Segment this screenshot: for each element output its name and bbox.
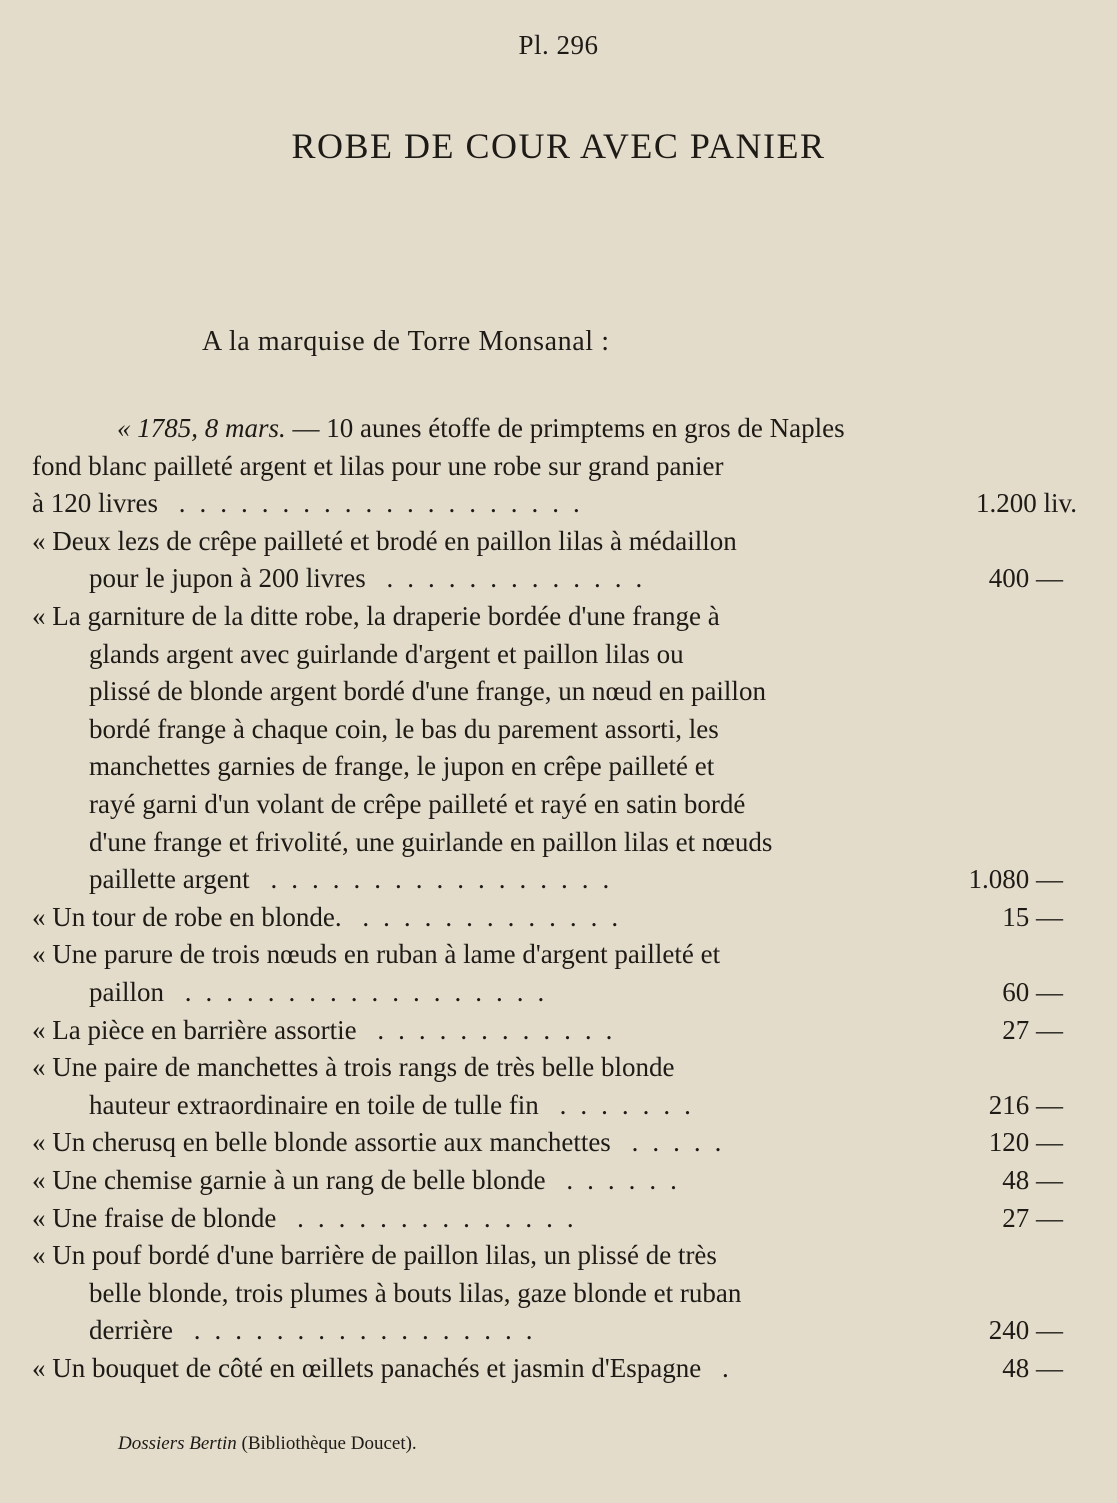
entry-text: « Un pouf bordé d'une barrière de paillon lilas, un plissé de très bbox=[32, 1240, 717, 1271]
entry-line bbox=[32, 1350, 743, 1386]
entry-text: d'une frange et frivolité, une guirlande en paillon lilas et nœuds bbox=[89, 826, 773, 857]
entry-text: hauteur extraordinaire en toile de tulle fin bbox=[89, 1089, 539, 1120]
entry-line bbox=[117, 410, 845, 446]
entry-line bbox=[32, 1200, 588, 1236]
entry-line bbox=[32, 1124, 735, 1160]
dot-leader: ............ bbox=[356, 1014, 627, 1045]
entry-line bbox=[89, 861, 623, 897]
dot-leader: ................. bbox=[172, 1315, 547, 1346]
addressee: A la marquise de Torre Monsanal : bbox=[202, 326, 610, 357]
entry-text: paillon bbox=[89, 977, 164, 1007]
entry-amount: 27 — bbox=[1002, 1202, 1063, 1233]
dot-leader: .................... bbox=[157, 488, 594, 519]
entry-amount: 1.200 liv. bbox=[976, 488, 1077, 519]
entry-amount: 27 — bbox=[1002, 1014, 1063, 1045]
entry-text: « La pièce en barrière assortie bbox=[32, 1014, 357, 1045]
entry-amount: 240 — bbox=[988, 1315, 1063, 1346]
dot-leader: ....... bbox=[538, 1089, 705, 1120]
dot-leader: ................. bbox=[249, 864, 624, 895]
entry-line bbox=[89, 974, 558, 1010]
entry-amount: 400 — bbox=[988, 563, 1063, 594]
dot-leader: ............. bbox=[365, 563, 657, 594]
page-title: ROBE DE COUR AVEC PANIER bbox=[291, 126, 826, 166]
entry-amount: 48 — bbox=[1002, 1353, 1063, 1383]
dot-leader: ...... bbox=[545, 1165, 691, 1195]
entry-text: « Une paire de manchettes à trois rangs de très belle blonde bbox=[32, 1052, 675, 1083]
entry-line bbox=[89, 1312, 546, 1348]
entry-amount: 48 — bbox=[1002, 1165, 1063, 1195]
entry-text: « Un tour de robe en blonde. bbox=[32, 901, 342, 932]
entry-line bbox=[89, 824, 772, 860]
entry-text: « Une chemise garnie à un rang de belle blonde bbox=[32, 1165, 546, 1195]
entry-line bbox=[89, 786, 745, 822]
entry-line bbox=[32, 936, 720, 972]
source-library: (Bibliothèque Doucet). bbox=[236, 1433, 417, 1454]
entry-line bbox=[89, 1275, 741, 1311]
plate-number: Pl. 296 bbox=[518, 30, 599, 60]
entry-line bbox=[89, 748, 714, 784]
entry-line bbox=[32, 1012, 626, 1048]
entry-amount: 60 — bbox=[1002, 977, 1063, 1007]
entry-amount: 120 — bbox=[988, 1127, 1063, 1158]
entry-line bbox=[89, 1087, 705, 1123]
entry-amount: 1.080 — bbox=[968, 864, 1063, 895]
dot-leader: .................. bbox=[164, 977, 559, 1007]
entry-line bbox=[89, 711, 719, 747]
entry-text: belle blonde, trois plumes à bouts lilas, gaze blonde et ruban bbox=[89, 1277, 742, 1308]
entry-text: pour le jupon à 200 livres bbox=[89, 563, 366, 594]
entry-line bbox=[32, 1237, 717, 1273]
source-citation bbox=[118, 1433, 417, 1455]
entry-text: manchettes garnies de frange, le jupon en crêpe pailleté et bbox=[89, 751, 715, 782]
source-title: Dossiers Bertin bbox=[118, 1433, 237, 1454]
entry-text: bordé frange à chaque coin, le bas du parement assorti, les bbox=[89, 713, 719, 744]
entry-text: « Deux lezs de crêpe pailleté et brodé en paillon lilas à médaillon bbox=[32, 525, 737, 556]
entry-text: derrière bbox=[89, 1315, 173, 1346]
entry-line bbox=[89, 636, 684, 672]
entry-line bbox=[32, 598, 720, 634]
entry-line: à 120 livres .................... bbox=[32, 488, 594, 519]
entry-line bbox=[32, 1049, 675, 1085]
entry-line bbox=[89, 673, 766, 709]
entry-line bbox=[89, 560, 656, 596]
entry-text: « Une parure de trois nœuds en ruban à lame d'argent pailleté et bbox=[32, 939, 721, 970]
entry-text: « Un cherusq en belle blonde assortie aux manchettes bbox=[32, 1127, 611, 1158]
entry-text: glands argent avec guirlande d'argent et paillon lilas ou bbox=[89, 638, 684, 669]
entry-text: — 10 aunes étoffe de primptems en gros de Naples bbox=[285, 413, 845, 443]
entry-text: paillette argent bbox=[89, 864, 250, 895]
entry-line bbox=[32, 1162, 691, 1198]
entry-amount: 15 — bbox=[1002, 901, 1063, 932]
entry-text: « La garniture de la ditte robe, la draperie bordée d'une frange à bbox=[32, 601, 720, 631]
entry-amount: 216 — bbox=[988, 1089, 1063, 1120]
entry-text: rayé garni d'un volant de crêpe pailleté et rayé en satin bordé bbox=[89, 789, 746, 819]
entry-text: plissé de blonde argent bordé d'une frange, un nœud en paillon bbox=[89, 676, 766, 707]
dot-leader: . bbox=[701, 1353, 743, 1383]
dot-leader: ..... bbox=[610, 1127, 736, 1158]
dot-leader: ............. bbox=[341, 901, 633, 932]
dot-leader: .............. bbox=[276, 1202, 588, 1233]
entry-line bbox=[32, 523, 737, 559]
entry-date: « 1785, 8 mars. bbox=[117, 413, 286, 443]
entry-text: « Un bouquet de côté en œillets panachés et jasmin d'Espagne bbox=[32, 1353, 702, 1383]
entry-line bbox=[32, 899, 632, 935]
entry-line: fond blanc pailleté argent et lilas pour une robe sur grand panier bbox=[32, 450, 724, 481]
entry-text: « Une fraise de blonde bbox=[32, 1202, 277, 1233]
